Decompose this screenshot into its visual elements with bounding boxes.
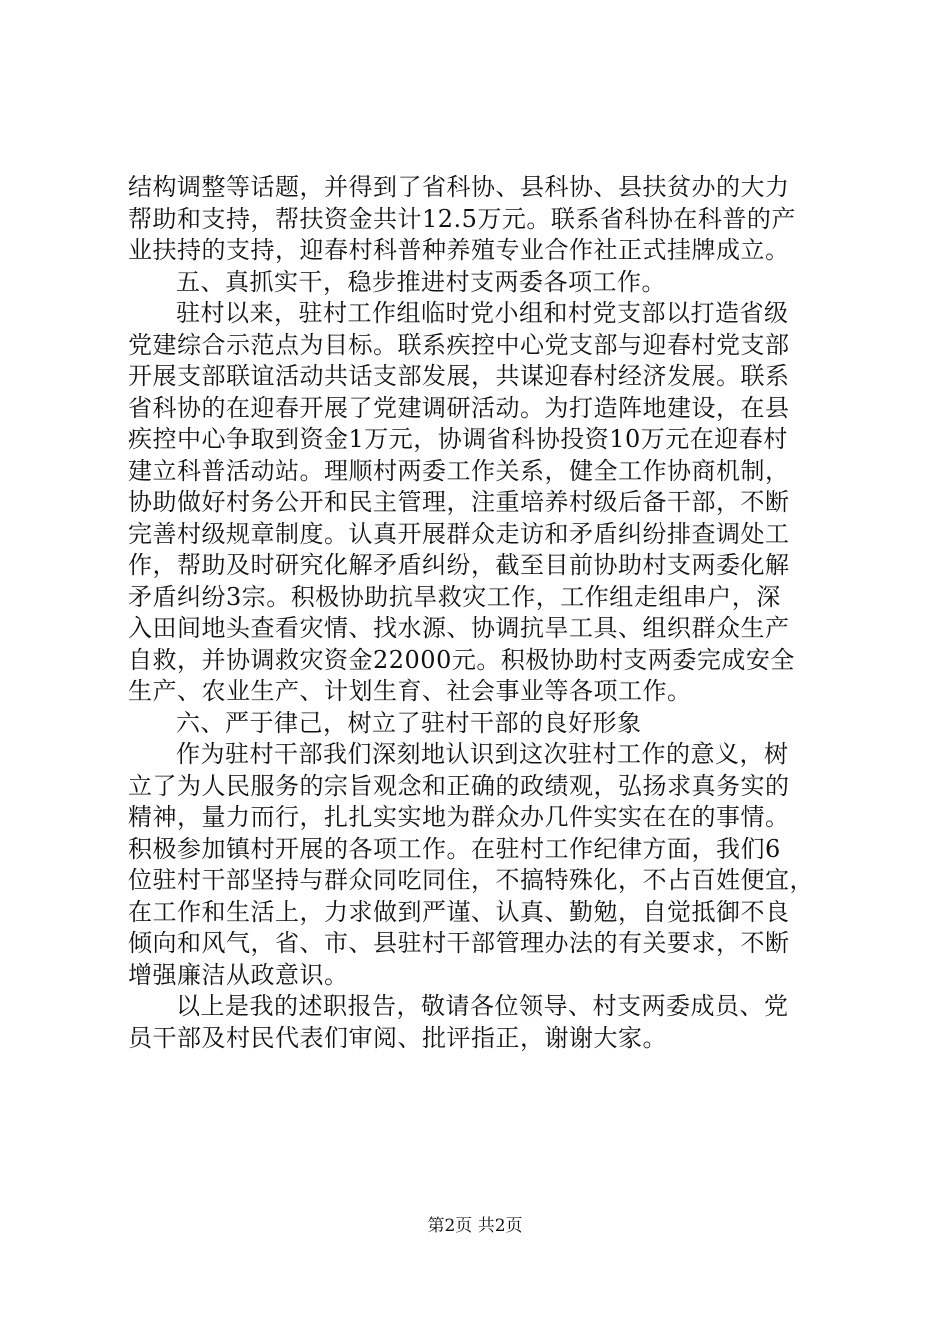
body-line: 党建综合示范点为目标。联系疾控中心党支部与迎春村党支部 bbox=[128, 330, 790, 359]
body-line: 倾向和风气，省、市、县驻村干部管理办法的有关要求，不断 bbox=[128, 929, 790, 957]
section-heading-5: 五、真抓实干，稳步推进村支两委各项工作。 bbox=[176, 267, 666, 296]
body-line: 精神，量力而行，扎扎实实地为群众办几件实实在在的事情。 bbox=[128, 803, 790, 831]
body-line: 作，帮助及时研究化解矛盾纠纷，截至目前协助村支两委化解 bbox=[128, 551, 790, 579]
body-line: 开展支部联谊活动共话支部发展，共谋迎春村经济发展。联系 bbox=[128, 362, 790, 390]
body-line: 建立科普活动站。理顺村两委工作关系，健全工作协商机制， bbox=[128, 456, 790, 485]
paragraph-start-line: 以上是我的述职报告，敬请各位领导、村支两委成员、党 bbox=[176, 992, 789, 1020]
body-line: 省科协的在迎春开展了党建调研活动。为打造阵地建设，在县 bbox=[128, 393, 790, 422]
body-line: 自救，并协调救灾资金22000元。积极协助村支两委完成安全 bbox=[128, 645, 795, 674]
body-line: 增强廉洁从政意识。 bbox=[128, 960, 349, 989]
section-heading-6: 六、严于律己，树立了驻村干部的良好形象 bbox=[176, 708, 642, 737]
body-line: 矛盾纠纷3宗。积极协助抗旱救灾工作，工作组走组串户，深 bbox=[128, 582, 781, 611]
body-line: 协助做好村务公开和民主管理，注重培养村级后备干部，不断 bbox=[128, 488, 790, 516]
body-line: 入田间地头查看灾情、找水源、协调抗旱工具、组织群众生产 bbox=[128, 614, 790, 642]
body-line: 员干部及村民代表们审阅、批评指正，谢谢大家。 bbox=[128, 1023, 667, 1052]
body-line: 立了为人民服务的宗旨观念和正确的政绩观，弘扬求真务实的 bbox=[128, 771, 790, 800]
body-line: 积极参加镇村开展的各项工作。在驻村工作纪律方面，我们6 bbox=[128, 834, 781, 863]
body-line: 位驻村干部坚持与群众同吃同住，不搞特殊化，不占百姓便宜， bbox=[128, 866, 814, 894]
body-line: 帮助和支持，帮扶资金共计12.5万元。联系省科协在科普的产 bbox=[128, 204, 796, 233]
page-number-footer: 第2页 共2页 bbox=[427, 1216, 523, 1236]
body-line: 在工作和生活上，力求做到严谨、认真、勤勉，自觉抵御不良 bbox=[128, 897, 790, 926]
paragraph-start-line: 作为驻村干部我们深刻地认识到这次驻村工作的意义，树 bbox=[176, 740, 789, 768]
body-line: 业扶持的支持，迎春村科普种养殖专业合作社正式挂牌成立。 bbox=[128, 236, 790, 264]
paragraph-start-line: 驻村以来，驻村工作组临时党小组和村党支部以打造省级 bbox=[176, 299, 789, 327]
body-line: 结构调整等话题，并得到了省科协、县科协、县扶贫办的大力 bbox=[128, 173, 790, 201]
document-body bbox=[128, 172, 832, 1054]
body-line: 生产、农业生产、计划生育、社会事业等各项工作。 bbox=[128, 677, 692, 705]
body-line: 疾控中心争取到资金1万元，协调省科协投资10万元在迎春村 bbox=[128, 425, 788, 453]
body-line: 完善村级规章制度。认真开展群众走访和矛盾纠纷排查调处工 bbox=[128, 519, 790, 548]
